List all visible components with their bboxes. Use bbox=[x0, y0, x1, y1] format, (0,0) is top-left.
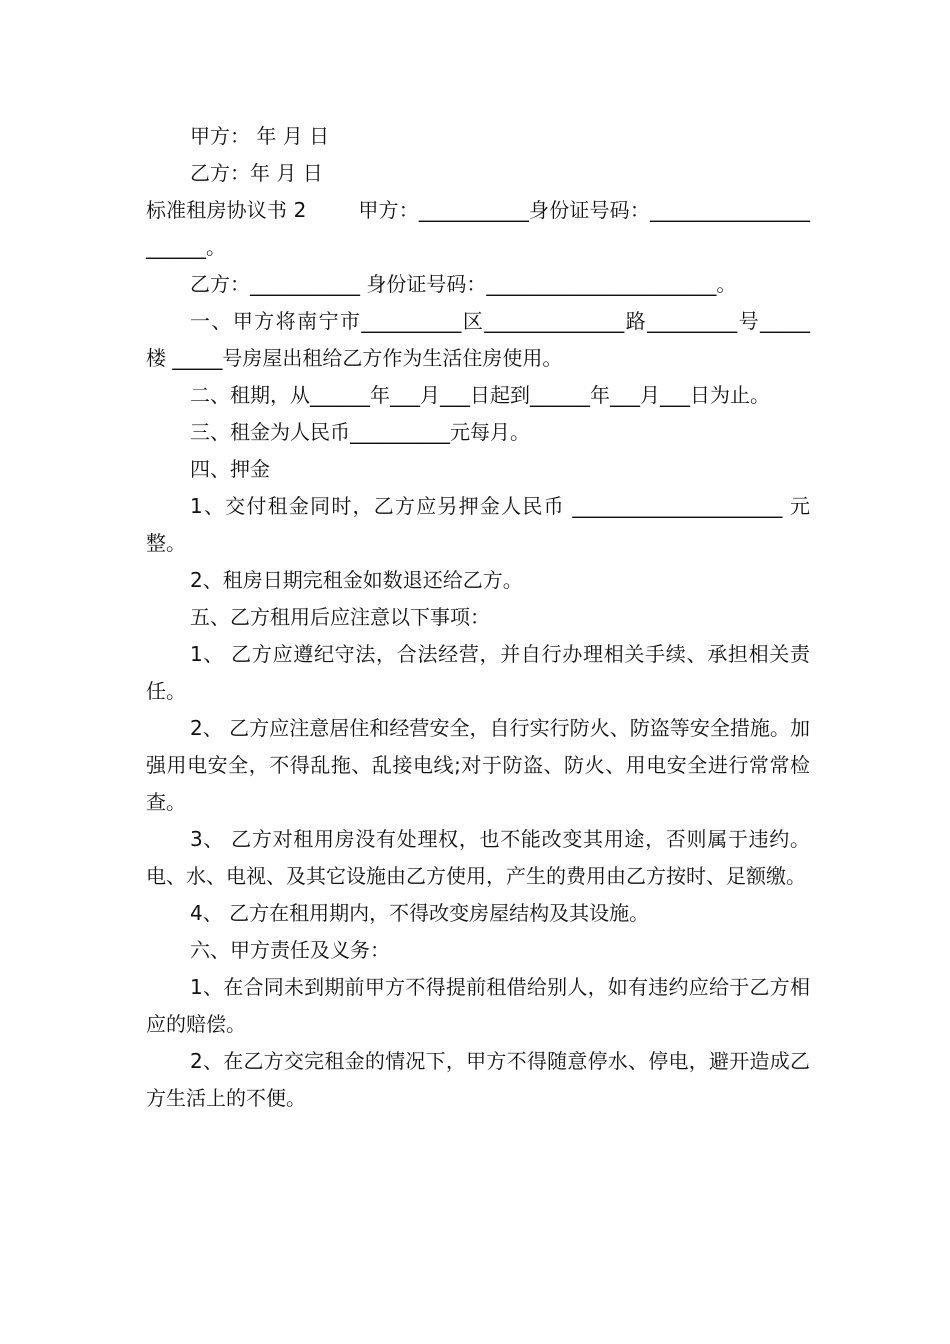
tenant-item-3: 3、 乙方对租用房没有处理权，也不能改变其用途，否则属于违约。电、水、电视、及其它设施由乙方使用，产生的费用由乙方按时、足额缴。 bbox=[146, 827, 810, 888]
clause-1-property: 一、甲方将南宁市__________区______________路_________号_____ 楼 _____号房屋出租给乙方作为生活住房使用。 bbox=[146, 309, 817, 370]
party-b-id-line: 乙方：___________ 身份证号码：_______________________。 bbox=[190, 272, 737, 296]
party-b-date-line: 乙方：年 月 日 bbox=[190, 161, 323, 185]
deposit-item-1: 1、交付租金同时，乙方应另押金人民币 _____________________ 元整。 bbox=[146, 494, 810, 555]
landlord-item-1: 1、在合同未到期前甲方不得提前租借给别人，如有违约应给于乙方相应的赔偿。 bbox=[146, 975, 810, 1036]
clause-2-term: 二、租期，从______年___月___日起到______年___月___日为止。 bbox=[190, 383, 770, 407]
clause-6-heading: 六、甲方责任及义务： bbox=[190, 938, 390, 962]
clause-4-deposit-heading: 四、押金 bbox=[190, 457, 270, 481]
clause-3-rent: 三、租金为人民币__________元每月。 bbox=[190, 420, 530, 444]
clause-5-heading: 五、乙方租用后应注意以下事项： bbox=[190, 605, 490, 629]
tenant-item-4: 4、 乙方在租用期内，不得改变房屋结构及其设施。 bbox=[190, 901, 650, 925]
agreement-title-and-party-a: 标准租房协议书 2 甲方：___________身份证号码：______________________。 bbox=[146, 198, 810, 259]
deposit-item-2: 2、租房日期完租金如数退还给乙方。 bbox=[190, 568, 523, 592]
party-a-date-line: 甲方： 年 月 日 bbox=[190, 124, 330, 148]
tenant-item-2: 2、 乙方应注意居住和经营安全，自行实行防火、防盗等安全措施。加强用电安全，不得乱拖、乱接电线;对于防盗、防火、用电安全进行常常检查。 bbox=[146, 716, 810, 814]
document-body bbox=[146, 118, 817, 1117]
tenant-item-1: 1、 乙方应遵纪守法，合法经营，并自行办理相关手续、承担相关责任。 bbox=[146, 642, 810, 703]
landlord-item-2: 2、在乙方交完租金的情况下，甲方不得随意停水、停电，避开造成乙方生活上的不便。 bbox=[146, 1049, 810, 1110]
